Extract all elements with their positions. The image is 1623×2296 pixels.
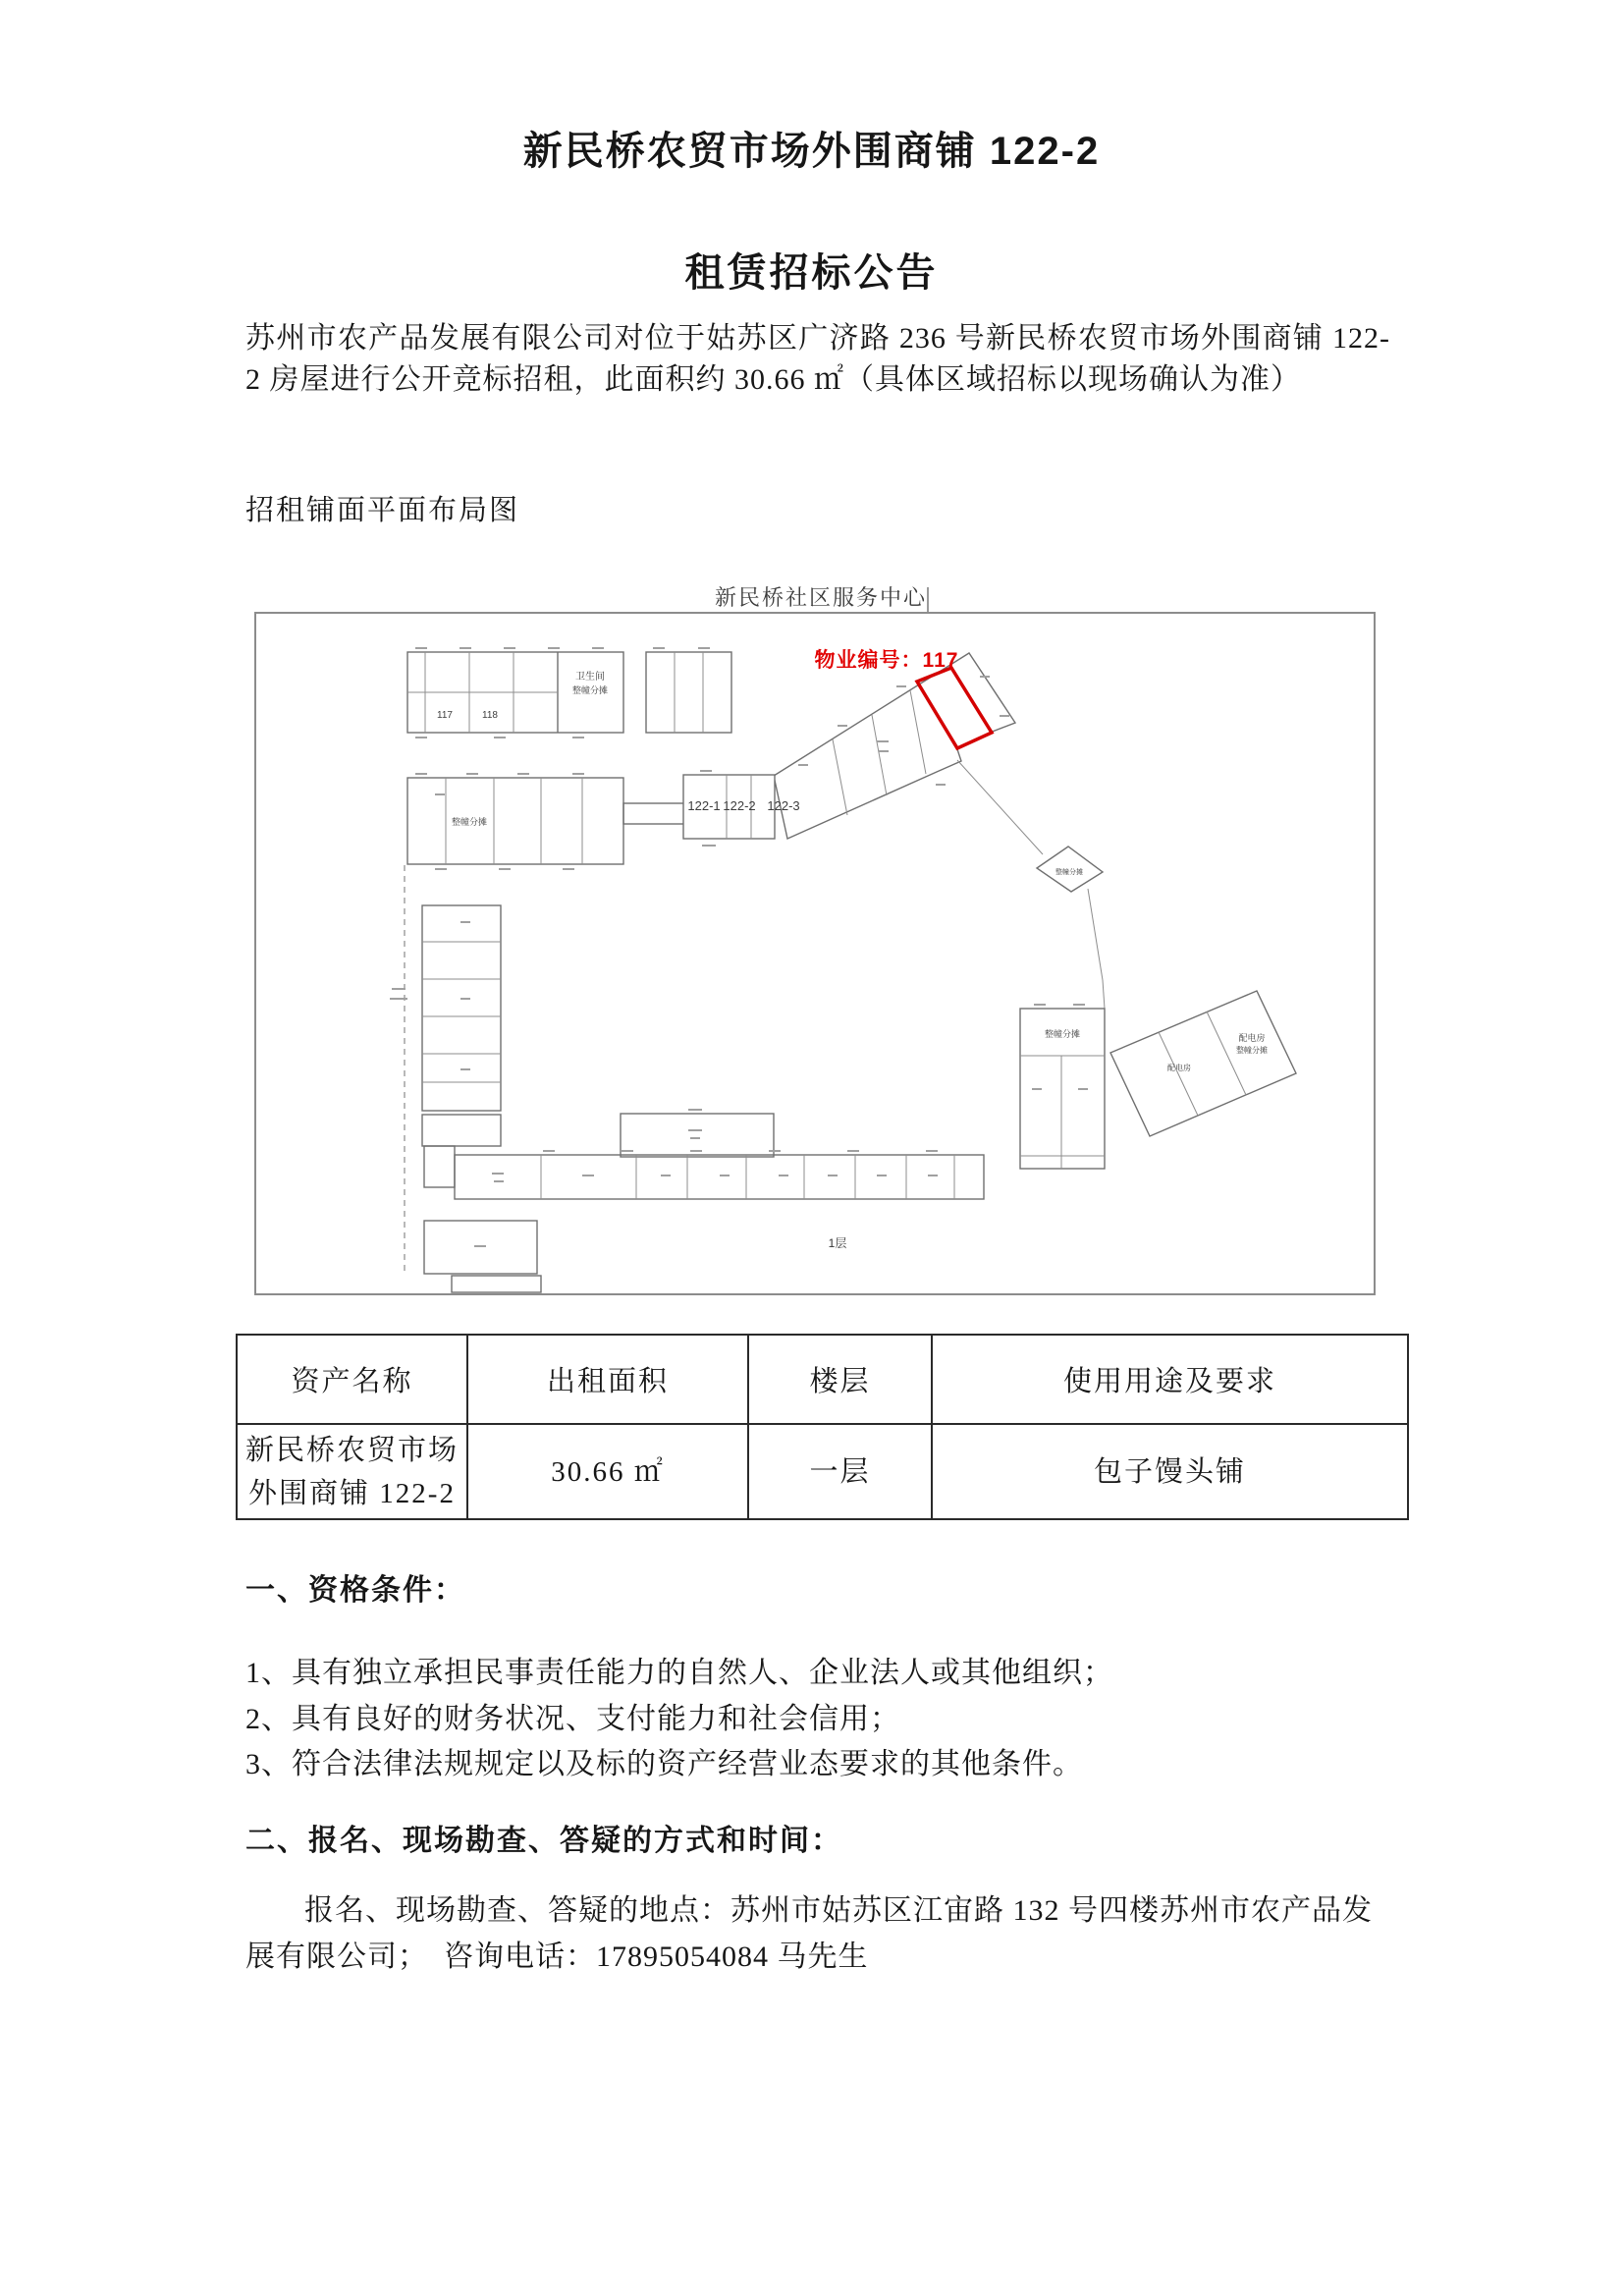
asset-name-line2: 外围商铺 122-2 [248, 1477, 456, 1509]
plan-border [255, 613, 1375, 1294]
cell-usage: 包子馒头铺 [932, 1424, 1408, 1519]
qualification-list [245, 1651, 1394, 1788]
plan-room-shared-label: 整幢分摊 [451, 817, 488, 827]
plan-room-shared-label: 整幢分摊 [1044, 1029, 1081, 1039]
plan-unit-122-2: 122-2 [723, 798, 756, 813]
intro-paragraph: 苏州市农产品发展有限公司对位于姑苏区广济路 236 号新民桥农贸市场外围商铺 122-2 房屋进行公开竞标招租，此面积约 30.66 ㎡（具体区域招标以现场确认为准） [245, 322, 1390, 396]
plan-room-117: 117 [437, 710, 453, 721]
section-1-heading: 一、资格条件： [245, 1574, 465, 1607]
qualification-item-2: 2、具有良好的财务状况、支付能力和社会信用； [245, 1702, 900, 1735]
plan-caption: 招租铺面平面布局图 [245, 495, 520, 526]
plan-property-label: 物业编号：117 [814, 649, 959, 672]
plan-room-power: 配电房 [1167, 1064, 1191, 1072]
asset-name-line1: 新民桥农贸市场 [244, 1434, 459, 1466]
floor-plan-figure [248, 568, 1380, 1306]
floor-plan-svg [248, 568, 1380, 1306]
qualification-item-3: 3、符合法律法规规定以及标的资产经营业态要求的其他条件。 [245, 1748, 1083, 1780]
header-asset-name: 资产名称 [237, 1335, 467, 1424]
registration-paragraph: 报名、现场勘查、答疑的地点：苏州市姑苏区江宙路 132 号四楼苏州市农产品发展有限公司； 咨询电话：17895054084 马先生 [245, 1894, 1373, 1973]
plan-room-shared-label: 整幢分摊 [571, 685, 609, 695]
table-row [237, 1424, 1408, 1519]
plan-room-power: 配电房 [1238, 1033, 1266, 1043]
plan-unit-122-1: 122-1 [687, 798, 721, 813]
section-2-heading: 二、报名、现场勘查、答疑的方式和时间： [245, 1825, 842, 1857]
cell-asset-name [237, 1424, 467, 1519]
plan-unit-122-3: 122-3 [767, 798, 800, 813]
header-floor: 楼层 [748, 1335, 932, 1424]
plan-floor-label: 1层 [828, 1236, 847, 1250]
cell-floor: 一层 [748, 1424, 932, 1519]
cell-area: 30.66 ㎡ [467, 1424, 748, 1519]
page-subtitle: 租赁招标公告 [684, 251, 939, 295]
asset-table [236, 1334, 1409, 1520]
header-area: 出租面积 [467, 1335, 748, 1424]
qualification-item-1: 1、具有独立承担民事责任能力的自然人、企业法人或其他组织； [245, 1657, 1113, 1689]
plan-room-118: 118 [482, 710, 498, 721]
plan-building-label: 新民桥社区服务中心 [714, 585, 928, 610]
plan-room-shared-label: 整幢分摊 [1055, 869, 1083, 876]
plan-room-shared-label: 整幢分摊 [1236, 1046, 1268, 1055]
header-usage: 使用用途及要求 [932, 1335, 1408, 1424]
page-title: 新民桥农贸市场外围商铺 122-2 [522, 130, 1101, 173]
table-header-row [237, 1335, 1408, 1424]
plan-room-washroom: 卫生间 [575, 672, 605, 683]
